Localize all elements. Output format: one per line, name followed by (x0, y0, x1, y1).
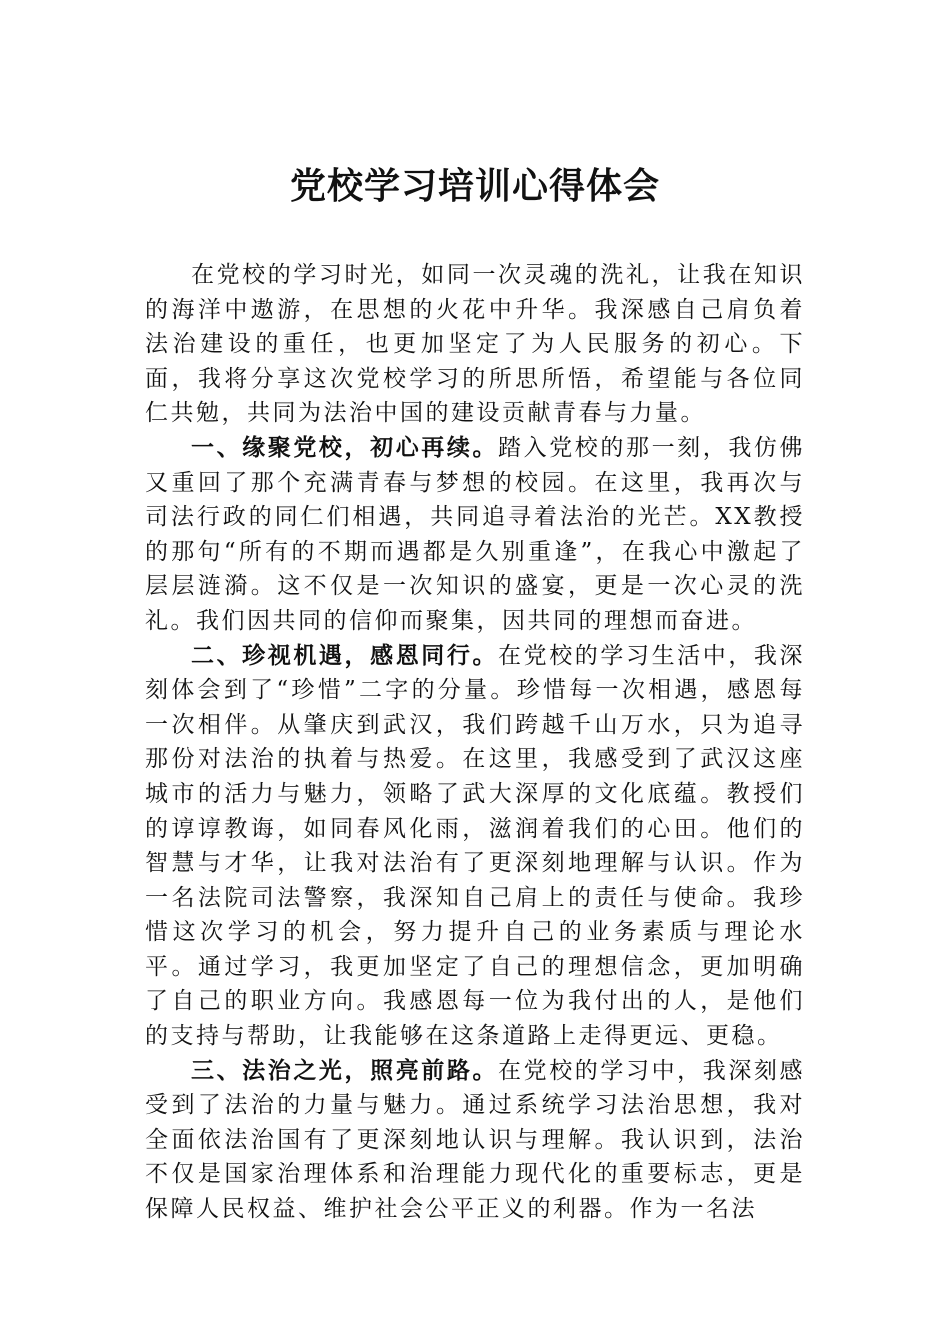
section-heading-1: 一、缘聚党校，初心再续。 (191, 433, 499, 461)
document-title: 党校学习培训心得体会 (289, 165, 660, 207)
document-body (145, 258, 805, 1227)
section-text-2: 在党校的学习生活中，我深刻体会到了“珍惜”二字的分量。珍惜每一次相遇，感恩每一次相伴。从肇庆到武汉，我们跨越千山万水，只为追寻那份对法治的执着与热爱。在这里，我感受到了武汉这座城市的活力与魅力，领略了武大深厚的文化底蕴。教授们的谆谆教诲，如同春风化雨，滋润着我们的心田。他们的智慧与才华，让我对法治有了更深刻地理解与认识。作为一名法院司法警察，我深知自己肩上的责任与使命。我珍惜这次学习的机会，努力提升自己的业务素质与理论水平。通过学习，我更加坚定了自己的理想信念，更加明确了自己的职业方向。我感恩每一位为我付出的人，是他们的支持与帮助，让我能够在这条道路上走得更远、更稳。 (145, 642, 806, 1050)
section-paragraph-1 (145, 431, 805, 639)
section-text-1: 踏入党校的那一刻，我仿佛又重回了那个充满青春与梦想的校园。在这里，我再次与司法行政的同仁们相遇，共同追寻着法治的光芒。XX教授的那句“所有的不期而遇都是久别重逢”，在我心中激起了层层涟漪。这不仅是一次知识的盛宴，更是一次心灵的洗礼。我们因共同的信仰而聚集，因共同的理想而奋进。 (145, 434, 806, 634)
section-heading-2: 二、珍视机遇，感恩同行。 (191, 641, 499, 669)
section-paragraph-2 (145, 639, 805, 1054)
intro-paragraph: 在党校的学习时光，如同一次灵魂的洗礼，让我在知识的海洋中遨游，在思想的火花中升华。我深感自己肩负着法治建设的重任，也更加坚定了为人民服务的初心。下面，我将分享这次党校学习的所思所悟，希望能与各位同仁共勉，共同为法治中国的建设贡献青春与力量。 (145, 262, 805, 427)
section-text-3: 在党校的学习中，我深刻感受到了法治的力量与魅力。通过系统学习法治思想，我对全面依法治国有了更深刻地认识与理解。我认识到，法治不仅是国家治理体系和治理能力现代化的重要标志，更是保障人民权益、维护社会公平正义的利器。作为一名法 (145, 1057, 806, 1223)
section-paragraph-3 (145, 1054, 805, 1227)
section-heading-3: 三、法治之光，照亮前路。 (191, 1056, 499, 1084)
